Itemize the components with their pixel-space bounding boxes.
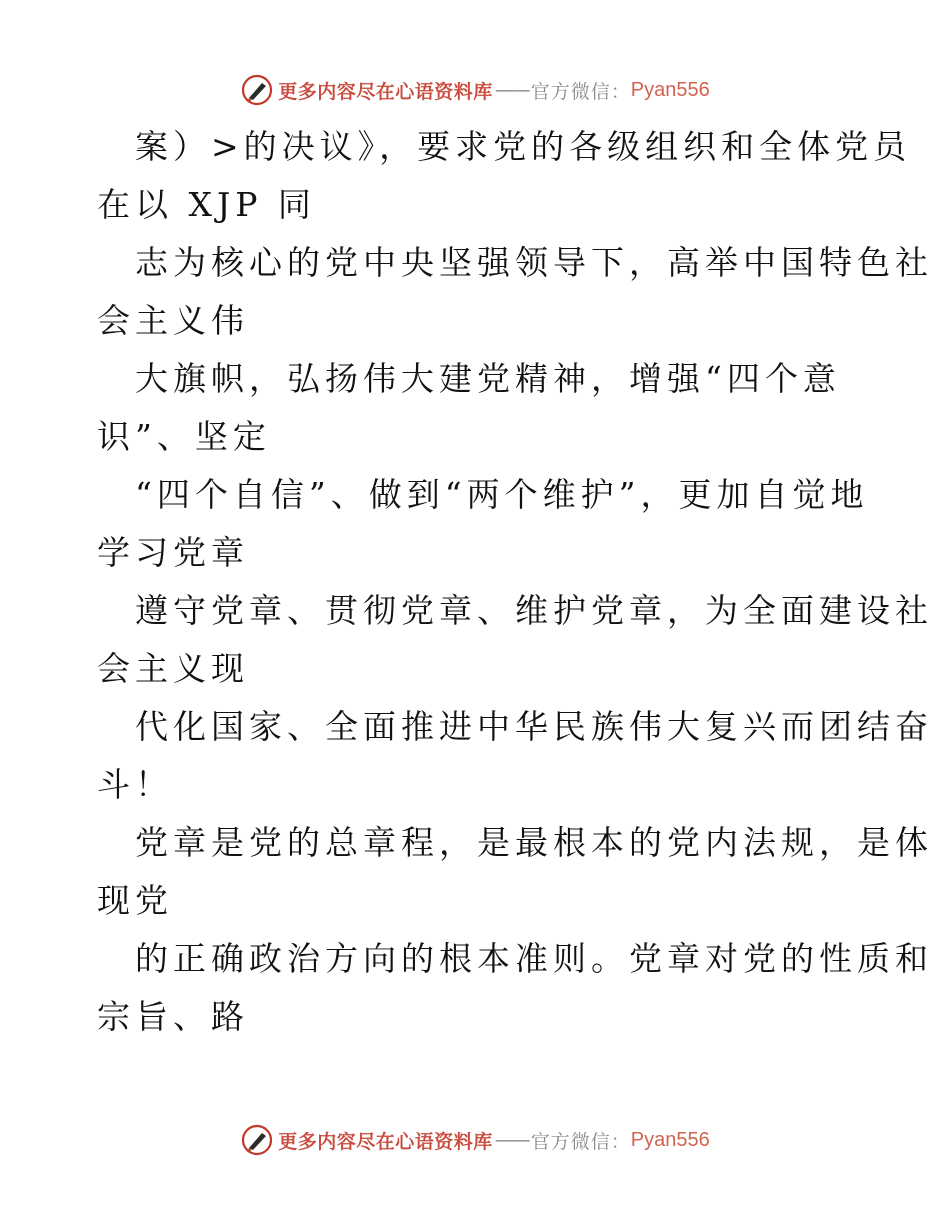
body-line: 学习党章 xyxy=(97,533,249,572)
body-line: 党章是党的总章程，是最根本的党内法规，是体 xyxy=(135,823,933,862)
body-line: 代化国家、全面推进中华民族伟大复兴而团结奋 xyxy=(135,707,933,746)
body-line: 志为核心的党中央坚强领导下，高举中国特色社 xyxy=(135,243,933,282)
document-body xyxy=(97,118,933,1046)
header-banner xyxy=(0,70,950,110)
body-line: 现党 xyxy=(97,881,173,920)
body-line: 案）>的决议》，要求党的各级组织和全体党员 xyxy=(135,127,912,166)
banner-wechat-id: Pyan556 xyxy=(630,1128,710,1151)
banner-main-text: 更多内容尽在心语资料库 xyxy=(278,1130,493,1153)
body-line: 会主义伟 xyxy=(97,301,249,340)
body-line: “四个自信”、做到“两个维护”，更加自觉地 xyxy=(135,475,869,514)
body-line: 在以 XJP 同 xyxy=(97,185,316,224)
body-line: 宗旨、路 xyxy=(97,997,249,1036)
body-line: 遵守党章、贯彻党章、维护党章，为全面建设社 xyxy=(135,591,933,630)
body-line: 会主义现 xyxy=(97,649,249,688)
banner-wechat-label: 官方微信： xyxy=(530,80,631,103)
banner-dash: —— xyxy=(494,79,529,101)
pen-logo-icon xyxy=(240,1123,274,1157)
body-line: 斗！ xyxy=(97,765,173,804)
footer-banner xyxy=(0,1120,950,1160)
body-line: 识”、坚定 xyxy=(97,417,271,456)
banner-wechat-id: Pyan556 xyxy=(630,78,710,101)
banner-main-text: 更多内容尽在心语资料库 xyxy=(278,80,493,103)
body-line: 大旗帜，弘扬伟大建党精神，增强“四个意 xyxy=(135,359,841,398)
pen-logo-icon xyxy=(240,73,274,107)
body-line: 的正确政治方向的根本准则。党章对党的性质和 xyxy=(135,939,933,978)
banner-dash: —— xyxy=(494,1129,529,1151)
banner-wechat-label: 官方微信： xyxy=(530,1130,631,1153)
